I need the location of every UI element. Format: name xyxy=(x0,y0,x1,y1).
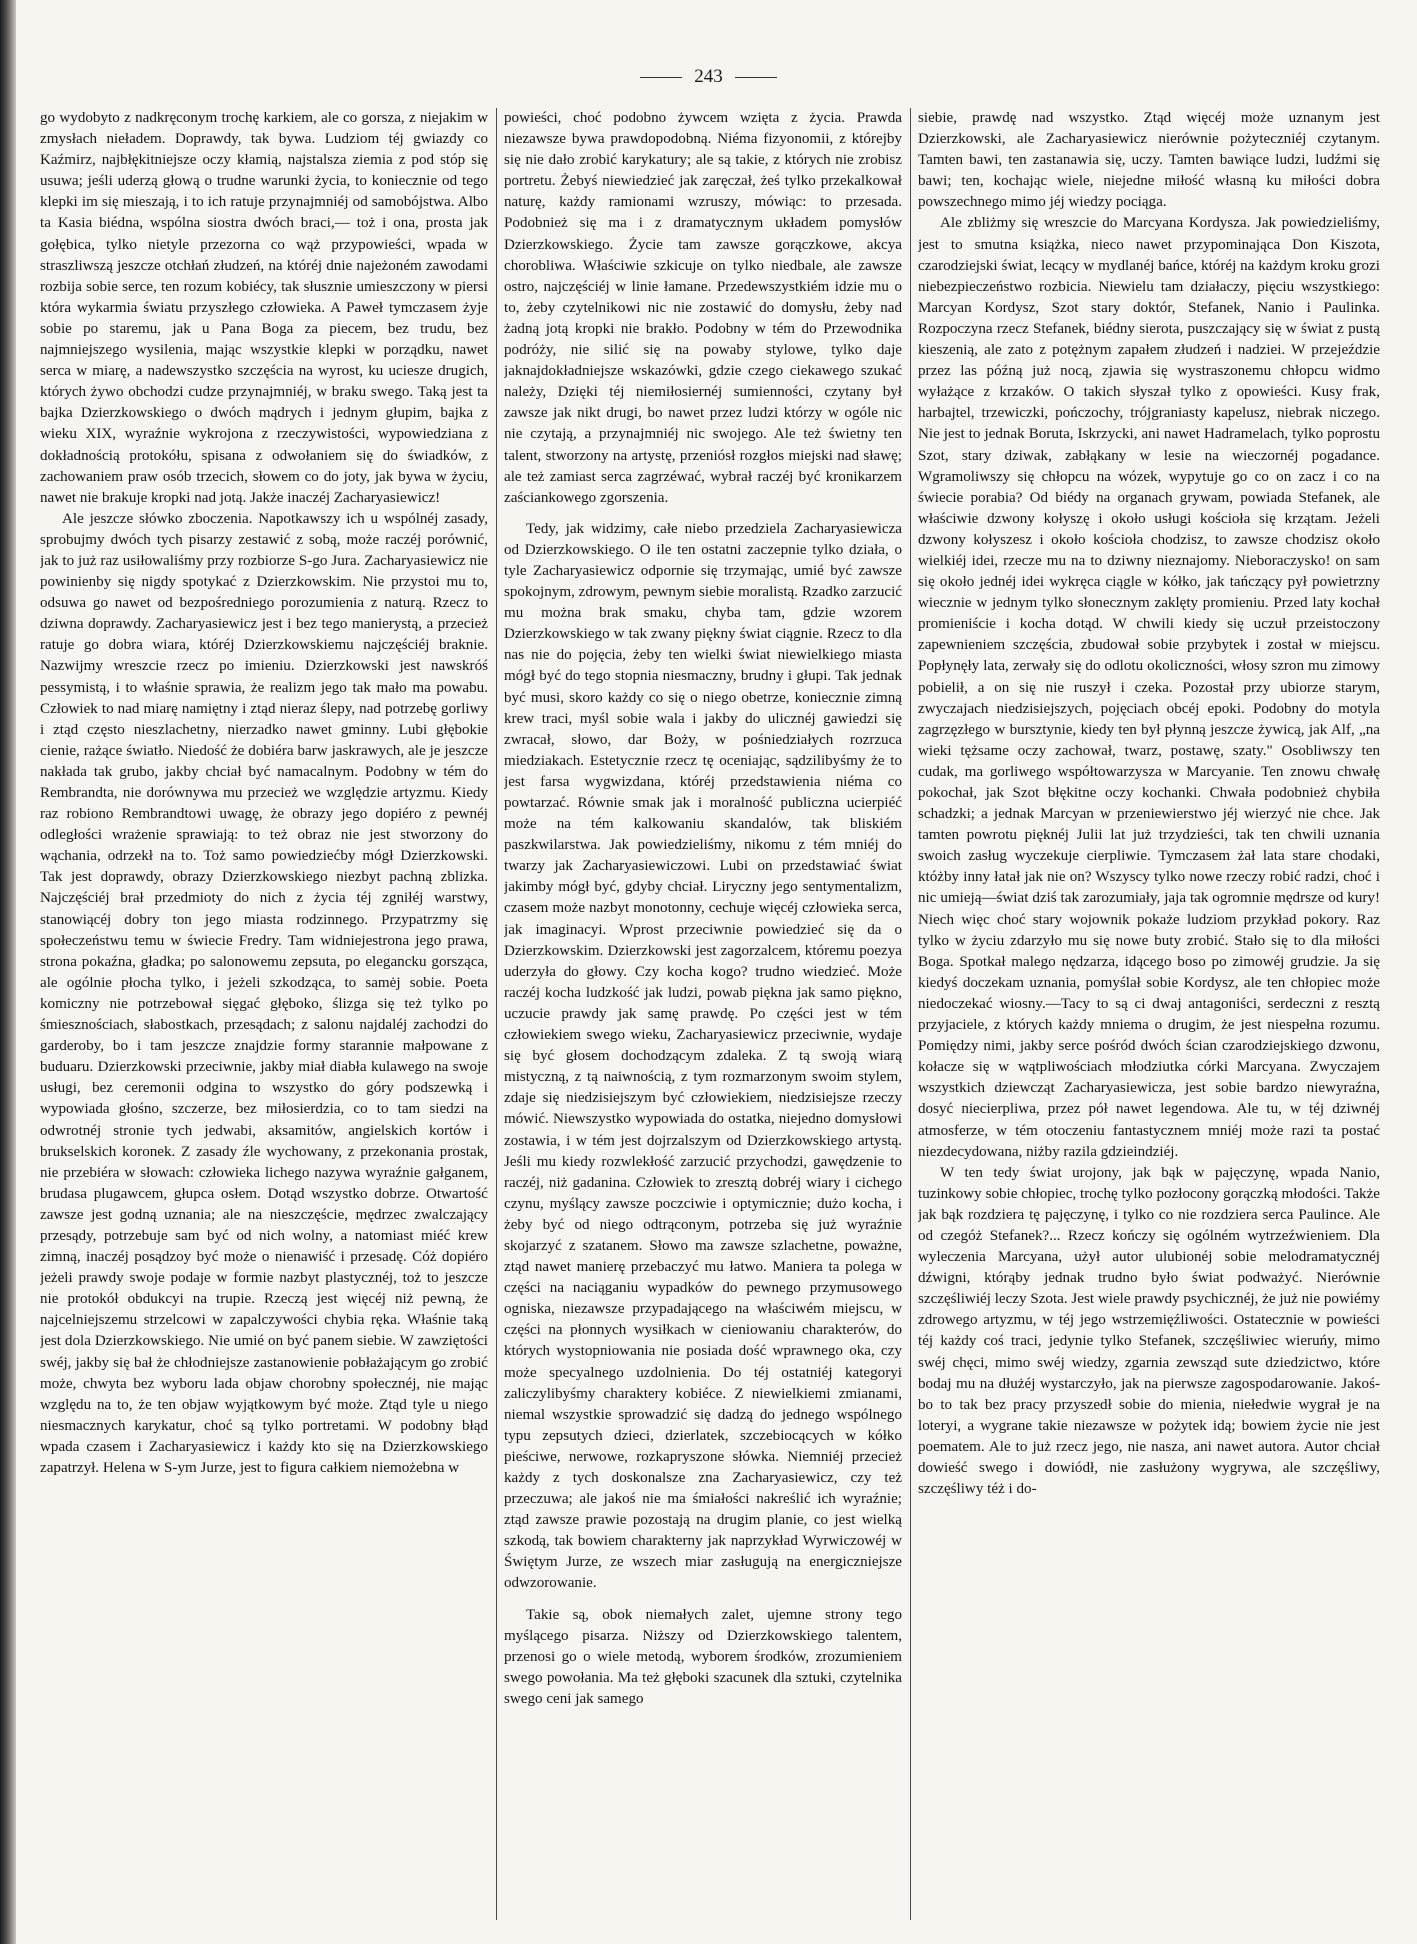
right-dash xyxy=(735,77,777,78)
paragraph: Takie są, obok niemałych zalet, ujemne strony tego myślącego pisarza. Niższy od Dzierzkowskiego talentem, przenosi go o wiele metodą, wyborem środków, zrozumieniem swego powołania. Ma też głęboki szacunek dla sztuki, czytelnika swego ceni jak samego xyxy=(504,1606,902,1707)
page-number-header xyxy=(0,66,1417,96)
text-column-1 xyxy=(40,108,488,1928)
binding-shadow xyxy=(0,0,16,1944)
text-column-2 xyxy=(504,108,902,1928)
left-dash xyxy=(640,77,682,78)
paragraph: W ten tedy świat urojony, jak bąk w pajęczynę, wpada Nanio, tuzinkowy sobie chłopiec, trochę tylko pozłocony gorączką młodości. Także jak bąk rozdziera tę pajęczynę, i tylko co nie rozdziera serca Paulince. Ale od czegóż Stefanek?... Rzecz kończy się ogólném wytrzeźwieniem. Dla wyleczenia Marcyana, użył autor ulubionéj sobie melodramatycznéj dźwigni, którąby jednak trudno było świat podważyć. Nierównie szczęśliwiéj leczy Szota. Jest wiele prawdy psychicznéj, że już nie powiémy zdrowego artyzmu, w téj jego wstrzemięźliwości. Ostatecznie w powieści téj każdy coś traci, jedynie tylko Stefanek, szczęśliwiec wieruńy, mimo swéj chęci, mimo swéj wiedzy, zgarnia zewsząd ​sute dziedzictwo, które bodaj mu na dłużéj wystarczyło, jak na pierwsze zagospodarowanie. Jakoś-bo to tak bez pracy przyszedł sobie do mienia, niełedwie wygrał je na loteryi, a wygrane takie niezawsze w pożytek idą; bowiem życie nie jest poematem. Ale to już rzecz jego, nie nasza, ani nawet autora. Autor chciał dowieść swego i dowiódł, nie zasłużony wygrywa, ale szczęśliwy, szczęśliwy téż i do- xyxy=(918,1164,1380,1498)
paragraph: powieści, choć podobno żywcem wzięta z życia. Prawda niezawsze bywa prawdopodobną. Niéma fizyonomii, z którejby się nie dało zrobić karykatury; ale są takie, z których nie zrobisz portretu. Żebyś niewiedzieć jak zaręczał, żeś tylko przekalkował naturę, każdy ramionami wzruszy, mówiąc: to przesada. Podobnież się ma i z dramatycznym układem pomysłów Dzierzkowskiego. Życie tam zawsze gorączkowe, akcya chorobliwa. Właściwie szkicuje on tylko niedbale, ale zawsze ostro, najczęściéj w linie łamane. Przedewszystkiém idzie mu o to, żeby czytelnikowi nic nie zostawić do domysłu, żeby nad żadną jotą kropki nie brakło. Podobny w tém do Przewodnika podróży, nie silić się na powaby stylowe, tylko daje jaknajdokładniejsze wskazówki, gdzie czego ciekawego szukać należy, Dzięki téj niemiłosiernéj sumienności, czytany był zawsze jak nikt drugi, bo nawet przez ludzi którzy w ogóle nic nie czytają, a przynajmniéj nic swojego. Ale też świetny ten talent, stworzony na artystę, przeniósł rozgłos miejski nad sławę; ale też zamiast serca zagrzéwać, wybrał raczéj być kronikarzem zaściankowego zgorszenia. xyxy=(504,110,902,506)
paragraph: Tedy, jak widzimy, całe niebo przedziela Zacharyasiewicza od Dzierzkowskiego. O ile ten ostatni zaczepnie tylko działa, o tyle Zacharyasiewicz odpornie się trzymając, umié być zawsze spokojnym, zdrowym, pewnym siebie moralistą. Rzadko zarzucić mu można brak smaku, chyba tam, gdzie wzorem Dzierzkowskiego w tak zwany piękny świat ciągnie. Rzecz to dla nas nie do pojęcia, żeby ten wielki świat niewielkiego miasta mógł być do tego stopnia niesmaczny, brudny i głupi. Tak jednak być musi, skoro każdy co się o niego obetrze, koniecznie zimną krew traci, myśl sobie wala i jakby do ulicznéj gawiedzi się zwracał, słowo, dar Boży, w pośniedziałych rozrzuca miedziakach. Estetycznie rzecz tę oceniając, sądzilibyśmy że to jest farsa wygwizdana, któréj przedstawienia niéma co powtarzać. Równie smak jak i moralność publiczna ucierpiéć może na tém kalkowaniu skandalów, tak bliskiém paszkwilarstwa. Jak powiedzieliśmy, nikomu z tém mniéj do twarzy jak Zacharyasiewiczowi. Lubi on przedstawiać świat jakimby mógł być, gdyby chciał. Liryczny jego sentymentalizm, czasem może nazbyt monotonny, cechuje więcéj człowieka serca, jak imaginacyi. Wprost przeciwnie powiedzieć się da o Dzierzkowskim. Dzierzkowski jest zagorzalcem, któremu poezya uderzyła do głowy. Czy kocha kogo? trudno wiedzieć. Może raczéj kocha ludzkość jak ludzi, powab piękna jak samo piękno, uczucie prawdy jak samę prawdę. Po części jest w tém człowiekiem swego wieku, Zacharyasiewicz przeciwnie, wydaje się być głosem dochodzącym zdaleka. Z tą swoją wiarą mistyczną, z tą naiwnością, z tym rozmarzonym swoim stylem, zdaje się niedzisiejszym być człowiekiem, niedzisiejsze rzeczy mówić. Niewszystko wypowiada do ostatka, niejedno domysłowi zostawia, i w tém jest dojrzalszym od Dzierzkowskiego artystą. Jeśli mu kiedy rozwlekłość zarzucić przychodzi, gawędzenie to raczéj, niż gadanina. Człowiek to zresztą dobréj wiary i cichego czynu, myślący zawsze poczciwie i optymicznie; dużo kocha, i żeby być od niego odtrąconym, potrzeba się już wyraźnie skojarzyć z szatanem. Słowo ma zawsze szlachetne, poważne, ztąd nawet manierę przebaczyć mu łatwo. Maniera ta polega w części na naciąganiu wypadków do pewnego przymusowego ogniska, niezawsze przypadającego na właściwém miejscu, w części na płonnych wysiłkach w cieniowaniu charakterów, do których wystopniowania nie posiada dość wprawnego oka, czy może specyalnego uzdolnienia. Do téj ostatniéj kategoryi zaliczylibyśmy charaktery kobiéce. Z niewielkiemi zmianami, niemal wszystkie sprowadzić się dadzą do jednego wspólnego typu zepsutych dzieci, dzierlatek, szczebiocących w kółko pieściwe, nerwowe, rozkapryszone słówka. Niemniéj przecież każdy z tych doskonalsze zna Zacharyasiewicz, czy też przeczuwa; ale jakoś nie ma śmiałości nakreślić ich wyraźnie; ztąd zawsze prawie pozostają na drugim planie, co jest wielką szkodą, tak bowiem charakterny jak naprzykład Wyrwiczowéj w Świętym Jurze, ze wszech miar zasługują na energiczniejsze odwzorowanie. xyxy=(504,520,902,1592)
page-number: 243 xyxy=(694,66,723,87)
text-column-3 xyxy=(918,108,1380,1928)
column-divider xyxy=(496,108,497,1920)
paragraph: Ale jeszcze słówko zboczenia. Napotkawszy ich u wspólnéj zasady, sprobujmy dwóch tych pisarzy zestawić z sobą, może raczéj porównić, jak to już raz usiłowaliśmy przy rozbiorze S-go Jura. Zacharyasiewicz nie powinienby się nigdy spotykać z Dzierzkowskim. Nie przystoi mu to, odsuwa go nawet od bezpośredniego porozumienia z naturą. Rzecz to dziwna doprawdy. Zacharyasiewicz jest i bez tego manierystą, a przecież ratuje go dobra wiara, któréj Dzierzkowskiemu najczęściéj braknie. Nazwijmy wreszcie rzecz po imieniu. Dzierzkowski jest nawskróś pessymistą, i to właśnie sprawia, że realizm jego tak mało ma powabu. Człowiek to nad miarę namiętny i ztąd nieraz ślepy, nad potrzebę gorliwy i ztąd często nieszlachetny, nierzadko nawet gminny. Lubi głębokie cienie, rażące światło. Niedość że dobiéra barw jaskrawych, ale je jeszcze nakłada tak grubo, jakby chciał być namacalnym. Podobny w tém do Rembrandta, nie dorównywa mu przecież we względzie artyzmu. Kiedy raz robiono Rembrandtowi uwagę, że obrazy jego dopiéro z pewnéj odległości wrażenie sprawiają: to też obraz nie jest stworzony do wąchania, odrzekł na to. Toż samo powiedziećby mógł Dzierzkowski. Tak jest doprawdy, obrazy Dzierzkowskiego niezbyt pachną zblizka. Najczęściéj brał przedmioty do nich z życia téj zgniłéj warstwy, stanowiącéj dobry ton jego miasta rodzinnego. Przypatrzmy się społeczeństwu temu w świecie Fredry. Tam widniejestrona jego prawa, strona pokaźna, gładka; po salonowemu zepsuta, po elegancku gorsząca, ale ogólnie płocha tylko, i jeżeli szkodząca, to samėj sobie. Poeta komiczny nie potrzebował sięgać głęboko, ślizga się też tylko po śmiesznościach, słabostkach, przesądach; z salonu najdaléj zachodzi do garderoby, bo i tam jeszcze znajdzie formy starannie małpowane z buduaru. Dzierzkowski przeciwnie, jakby miał diabła kulawego na swoje usługi, bez ceremonii odgina to wszystko do góry podszewką i wypowiada głośno, szczerze, bez miłosierdzia, co to tam siedzi na odwrotnéj stronie tych jedwabi, aksamitów, angielskich kortów i brukselskich koronek. Z zasady źle wychowany, z przekonania prostak, nie przebiéra w słowach: człowieka lichego nazywa wyraźnie gałganem, brudasa plugawcem, głupca osłem. Dotąd wszystko dobrze. Otwartość zawsze jest godną uznania; ale na nieszczęście, mędrzec zwalczający przesądy, potrzebuje sam być od nich wolny, a natomiast miéć krew zimną, inaczéj posądzoy być może o nienawiść i przesadę. Cóż dopiéro jeżeli prawdy swoje podaje w formie nazbyt plastycznéj, toż to jeszcze nie protokół obdukcyi na trupie. Rzeczą jest więcéj niż pewną, że najcelniejszemu strzelcowi w zapalczywości chybia ręka. Właśnie taką jest dola Dzierzkowskiego. Nie umié on być panem siebie. W zawziętości swéj, jakby się bał że chłodniejsze zastanowienie pobłażającym go zrobić może, chwyta bez wyboru lada objaw chorobny społecznéj, nie mając względu na to, że ten objaw wyjątkowym być może. Ztąd tyle u niego niesmacznych karykatur, choć są tylko portretami. W podobny błąd wpada czasem i Zacharyasiewicz i każdy kto się na Dzierzkowskiego zapatrzył. Helena w S-ym Jurze, jest to figura całkiem niemożebna w xyxy=(40,510,488,1476)
paragraph: go wydobyto z nadkręconym trochę karkiem, ale co gorsza, z niejakim w zmysłach nieładem. Doprawdy, tak bywa. Ludziom téj gwiazdy co Kaźmirz, najbłękitniejsze oczy kłamią, najstalsza ziemia z pod stóp się usuwa; jeśli uderzą głową o trudne warunki życia, to koniecznie od tego klepki im się mieszają, i to ich ratuje przynajmniéj od samobójstwa. Albo ta Kasia biédna, wspólna siostra dwóch braci,— toż i ona, prosta jak gołębica, tylko nietyle przezorna co wąż przypowieści, wpada w straszliwszą jeszcze otchłań złudzeń, na któréj dnie najeżoném zawodami rozbija sobie serce, ten rozum kobiécy, tak słusznie umieszczony w piersi która wykarmia światu przyszłego człowieka. A Paweł tymczasem żyje sobie po staremu, jak u Pana Boga za piecem, bez trudu, bez najmniejszego wysilenia, mając wszystkie klepki w porządku, nawet serca w miarę, a nadewszystko szczęścia na wyrost, ku uciesze drugich, których żywo obchodzi cudze przynajmniéj, w braku swego. Taką jest ta bajka Dzierzkowskiego o dwóch mądrych i jednym głupim, bajka z wieku XIX, wyraźnie wykrojona z rzeczywistości, wypowiedziana z dokładnością protokółu, spisana z odwołaniem się do świadków, z zachowaniem praw osób trzecich, słowem co do joty, jak bywa w życiu, nawet nie brakuje kropki nad jotą. Jakże inaczéj Zacharyasiewicz! xyxy=(40,110,488,506)
paragraph: siebie, prawdę nad wszystko. Ztąd więcéj może uznanym jest Dzierzkowski, ale Zacharyasiewicz nierównie pożyteczniéj czytanym. Tamten bawi, ten zastanawia się, uczy. Tamten bawiące ludzi, ludźmi się bawi; ten, kochając wiele, niejedne miłość własną ku miłości dobra powszechnego mimo jéj wiedzy pociąga. xyxy=(918,110,1380,211)
column-divider xyxy=(910,108,911,1920)
paragraph: Ale zbliżmy się wreszcie do Marcyana Kordysza. Jak powiedzieliśmy, jest to smutna książka, nieco nawet przypominająca Don Kiszota, czarodziejski świat, lecący w mydlanéj bańce, któréj na każdym kroku grozi niebezpieczeństwo rozbicia. Niewielu tam działaczy, pięciu wszystkiego: Marcyan Kordysz, Szot stary doktór, Stefanek, Nanio i Paulinka. Rozpoczyna rzecz Stefanek, biédny sierota, puszczający się w świat z pustą kieszenią, ale zato z potężnym zapałem złudzeń i nadziei. W przejeździe przez las późną już nocą, zjawia się wystraszonemu chłopcu widmo wyłażące z krzaków. O takich słyszał tylko z opowieści. Kusy frak, harbajtel, trzewiczki, pończochy, trójgraniasty kapelusz, niebrak niczego. Nie jest to jednak Boruta, Iskrzycki, ani nawet Hadramelach, tylko poprostu Szot, stary dziwak, zabłąkany w lesie na wieczornéj pogadance. Wgramoliwszy się chłopcu na wózek, wypytuje go co on zacz i co na świecie porabia? Od biédy na organach grywam, powiada Stefanek, ale właściwie dzwony kołyszę i około usługi kościoła się krzątam. Jeżeli dzwony kołyszesz i około kościoła chodzisz, to zawsze chodzisz około wielkiéj idei, rzecze mu na to dziwny nieznajomy. Nieboraczysko! on sam się około jednéj idei wykręca ciągle w kółko, jak tańczący pył powietrzny wiecznie w jednym tylko słonecznym zaklęty promieniu. Przed laty kochał promieniście i kocha dotąd. W chwili kiedy się uczuł przeistoczony zapewnieniem szczęścia, zbudował sobie przybytek i został w miejscu. Popłynęły lata, zerwały się do odlotu okoliczności, włosy szron mu zimowy pobielił, a on się nie ruszył i czeka. Pozostał przy ubiorze starym, zwyczajach niedzisiejszych, pojęciach obcéj epoki. Podobny do motyla zagrzęzłego w bursztynie, kiedy ten był płynną jeszcze żywicą, jak Alf, „na wieki tężsame oczy zachował, twarz, postawę, szaty." Osobliwszy ten cudak, ma gorliwego współtowarzysza w Marcyanie. Ten znowu chwałę pokochał, jak Szot błękitne oczy kochanki. Chwała podobnież chybiła schadzki; a jednak Marcyan w przeniewierstwo jéj wierzyć nie chce. Jak tamten powrotu pięknéj Julii lat już trzydzieści, tak ten chwili uznania swoich zasług wyczekuje cierpliwie. Tymczasem żał lata stare chodaki, któżby inny łatał jak nie on? Wszyscy tylko nowe rzeczy robić radzi, choć i nic umieją—świat dziś tak zarozumiały, jaja tak ogromnie mędrsze od kury! Niech więc choć stary wojownik pokaże ludziom przykład pokory. Raz tylko w życiu zdarzyło mu się nowe buty zrobić. Stało się to dla miłości Boga. Spotkał malego nędzarza, idącego boso po zimowéj grudzie. Ja się kiedyś doczekam uznania, pomyślał sobie Kordysz, ale ten chłopiec może niedoczekać wiosny.—Tacy to są ci dwaj antagoniści, serdeczni z resztą przyjaciele, z których każdy mniema o drugim, że jest niespełna rozumu. Pomiędzy nimi, jakby serce pośród dwóch ścian czarodziejskiego dzwonu, kołacze się w wątpliwościach młodziutka córki Marcyana. Zwyczajem wszystkich dziewcząt Zacharyasiewicza, jest sobie bardzo niewyraźna, dosyć niecierpliwa, przez pół nawet legendowa. Ale tu, w téj dziwnéj atmosferze, w tém otoczeniu fantastycznem mniéj może razi ta postać niezdecydowana, niżby razila gdzieindziéj. xyxy=(918,215,1380,1160)
